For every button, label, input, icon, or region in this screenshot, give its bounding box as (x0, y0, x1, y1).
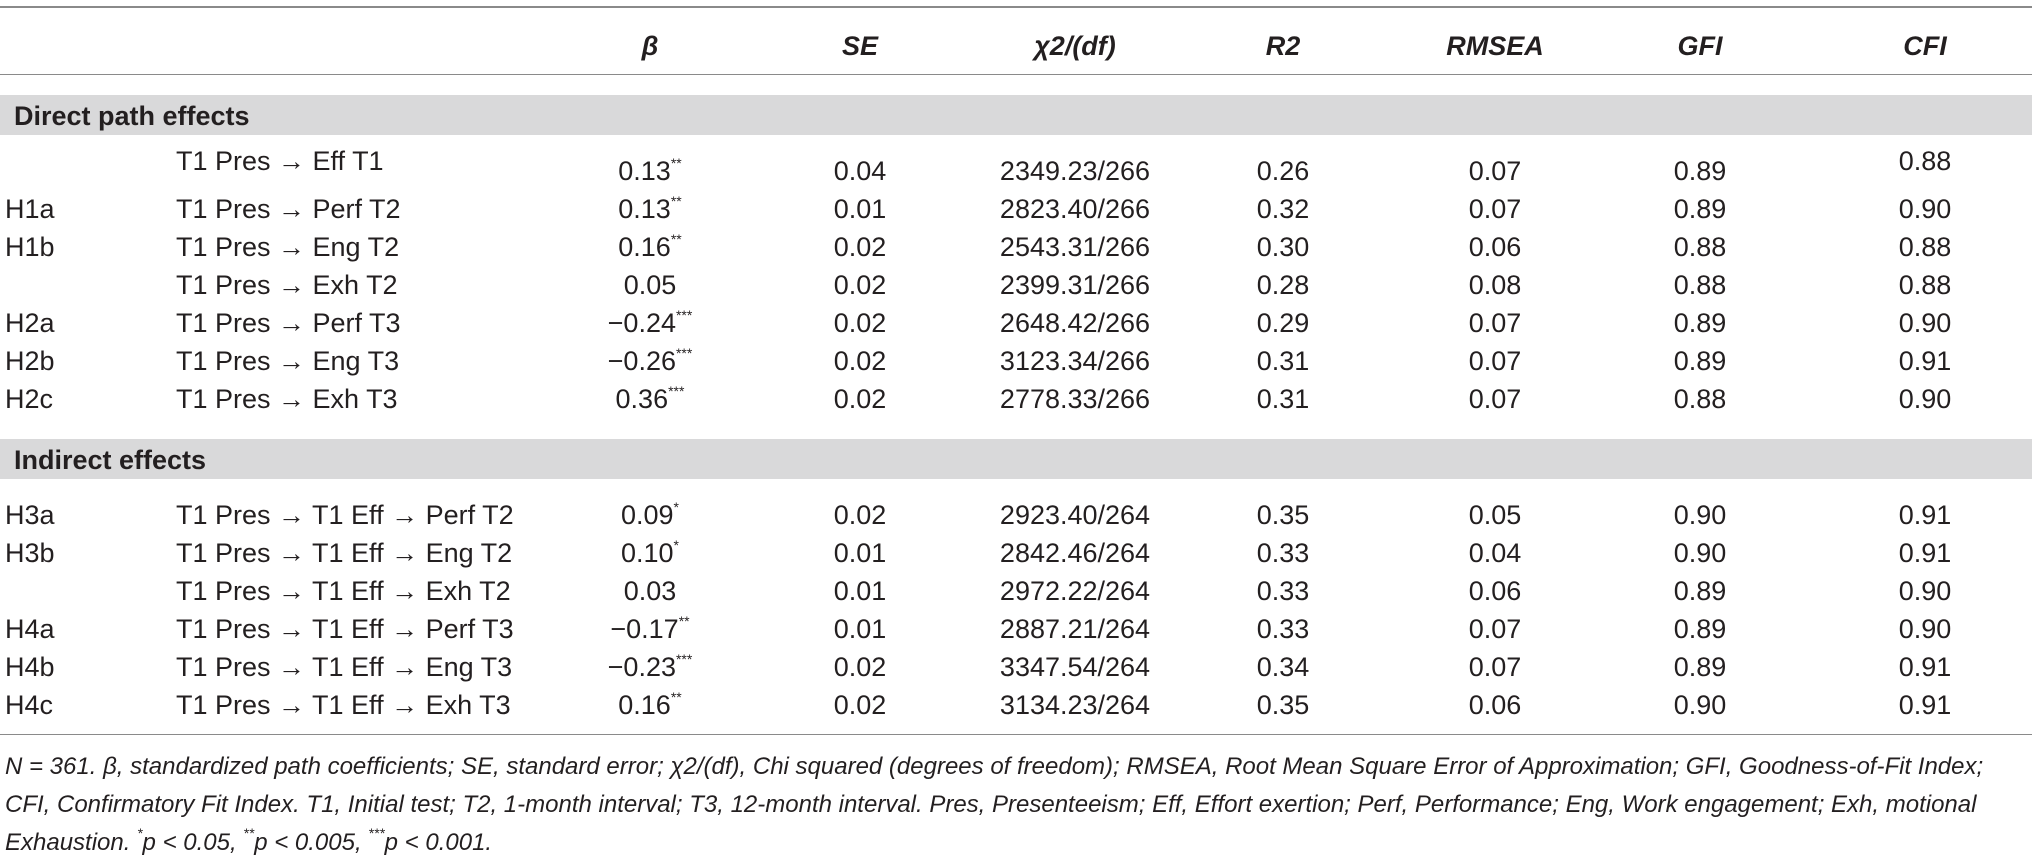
cell-se: 0.02 (833, 500, 887, 530)
cell-gfi: 0.88 (1673, 232, 1727, 262)
column-header-cfi: CFI (1903, 31, 1947, 61)
cell-chi-df: 3123.34/266 (999, 346, 1151, 376)
cell-chi-df: 3347.54/264 (999, 652, 1151, 682)
beta-value: 0.13 (618, 194, 671, 224)
hypothesis-label: H4a (5, 614, 55, 644)
cell-se: 0.02 (833, 232, 887, 262)
hypothesis-label: H1b (5, 232, 55, 262)
cell-chi-df: 2648.42/266 (999, 308, 1151, 338)
cell-chi-df: 2842.46/264 (999, 538, 1151, 568)
cell-se: 0.02 (833, 652, 887, 682)
column-header-se: SE (841, 31, 879, 61)
path-label: T1 Pres → T1 Eff → Exh T2 (176, 576, 511, 606)
path-label: T1 Pres → Eng T2 (176, 232, 400, 262)
cell-se: 0.02 (833, 308, 887, 338)
beta-value: 0.05 (623, 270, 677, 300)
cell-beta (608, 651, 693, 683)
cell-r2: 0.33 (1256, 576, 1310, 606)
cell-rmsea: 0.07 (1468, 156, 1522, 186)
beta-value: −0.24 (607, 308, 676, 338)
beta-value: 0.36 (615, 384, 669, 414)
cell-rmsea: 0.07 (1468, 308, 1522, 338)
significance-mark: ** (670, 193, 682, 209)
table-footnote (5, 748, 2020, 862)
cell-gfi: 0.89 (1673, 346, 1727, 376)
beta-value: 0.13 (618, 156, 671, 186)
path-label: T1 Pres → Exh T3 (176, 384, 398, 414)
cell-cfi: 0.91 (1898, 690, 1952, 720)
beta-value: −0.26 (607, 346, 676, 376)
column-header-rmsea: RMSEA (1446, 31, 1544, 61)
cell-gfi: 0.88 (1673, 384, 1727, 414)
cell-chi-df: 2972.22/264 (999, 576, 1151, 606)
footnote-sig3-mark: *** (368, 825, 385, 841)
path-label: T1 Pres → T1 Eff → Eng T2 (176, 538, 513, 568)
significance-mark: * (673, 499, 680, 515)
footnote-sig1-text: p < 0.05, (142, 829, 244, 856)
cell-cfi: 0.90 (1898, 384, 1952, 414)
cell-gfi: 0.89 (1673, 308, 1727, 338)
cell-chi-df: 2823.40/266 (999, 194, 1151, 224)
cell-r2: 0.33 (1256, 538, 1310, 568)
beta-value: 0.03 (623, 576, 677, 606)
hypothesis-label: H1a (5, 194, 55, 224)
cell-chi-df: 2543.31/266 (999, 232, 1151, 262)
hypothesis-label: H4b (5, 652, 55, 682)
cell-cfi: 0.88 (1898, 270, 1952, 300)
cell-gfi: 0.90 (1673, 690, 1727, 720)
cell-gfi: 0.88 (1673, 270, 1727, 300)
cell-cfi: 0.88 (1898, 232, 1952, 262)
cell-r2: 0.35 (1256, 500, 1310, 530)
cell-beta (618, 689, 681, 721)
header-rule (0, 74, 2032, 75)
hypothesis-label: H2b (5, 346, 55, 376)
cell-gfi: 0.89 (1673, 614, 1727, 644)
cell-se: 0.01 (833, 614, 887, 644)
cell-r2: 0.34 (1256, 652, 1310, 682)
significance-mark: *** (668, 383, 685, 399)
cell-cfi: 0.90 (1898, 194, 1952, 224)
path-label: T1 Pres → T1 Eff → Eng T3 (176, 652, 513, 682)
cell-rmsea: 0.04 (1468, 538, 1522, 568)
significance-mark: ** (670, 155, 682, 171)
hypothesis-label: H2c (5, 384, 54, 414)
cell-r2: 0.26 (1256, 156, 1310, 186)
footnote-sig2-text: p < 0.005, (254, 829, 369, 856)
footnote-sig2-mark: ** (243, 825, 255, 841)
cell-rmsea: 0.07 (1468, 652, 1522, 682)
cell-r2: 0.33 (1256, 614, 1310, 644)
path-label: T1 Pres → Eff T1 (176, 146, 384, 176)
beta-value: 0.10 (620, 538, 674, 568)
cell-se: 0.01 (833, 538, 887, 568)
cell-chi-df: 2778.33/266 (999, 384, 1151, 414)
cell-cfi: 0.90 (1898, 576, 1952, 606)
section-title: Indirect effects (14, 445, 207, 475)
cell-rmsea: 0.06 (1468, 690, 1522, 720)
hypothesis-label: H3a (5, 500, 55, 530)
cell-se: 0.04 (833, 156, 887, 186)
cell-beta (618, 193, 681, 225)
significance-mark: *** (675, 345, 693, 361)
cell-rmsea: 0.07 (1468, 346, 1522, 376)
cell-gfi: 0.90 (1673, 500, 1727, 530)
cell-se: 0.01 (833, 194, 887, 224)
cell-cfi: 0.88 (1898, 146, 1952, 176)
column-header-beta: β (641, 31, 659, 61)
cell-r2: 0.31 (1256, 384, 1310, 414)
cell-chi-df: 2349.23/266 (999, 156, 1151, 186)
path-label: T1 Pres → Exh T2 (176, 270, 398, 300)
column-header-r2: R2 (1265, 31, 1301, 61)
cell-se: 0.01 (833, 576, 887, 606)
cell-beta (618, 155, 681, 187)
table-top-rule (0, 6, 2032, 8)
cell-rmsea: 0.08 (1468, 270, 1522, 300)
beta-value: −0.17 (610, 614, 679, 644)
cell-r2: 0.35 (1256, 690, 1310, 720)
cell-cfi: 0.91 (1898, 652, 1952, 682)
cell-beta (621, 499, 679, 531)
cell-beta (618, 231, 681, 263)
cell-chi-df: 2923.40/264 (999, 500, 1151, 530)
table-bottom-rule (0, 734, 2032, 735)
cell-beta (624, 575, 677, 607)
cell-beta (608, 345, 693, 377)
significance-mark: ** (678, 613, 690, 629)
cell-se: 0.02 (833, 384, 887, 414)
cell-se: 0.02 (833, 346, 887, 376)
significance-mark: *** (675, 307, 693, 323)
footnote-sig3-text: p < 0.001. (384, 829, 493, 856)
beta-value: −0.23 (607, 652, 676, 682)
cell-beta (608, 307, 693, 339)
cell-se: 0.02 (833, 690, 887, 720)
cell-chi-df: 3134.23/264 (999, 690, 1151, 720)
cell-beta (624, 269, 677, 301)
cell-cfi: 0.90 (1898, 614, 1952, 644)
cell-chi-df: 2887.21/264 (999, 614, 1151, 644)
cell-cfi: 0.91 (1898, 346, 1952, 376)
cell-r2: 0.28 (1256, 270, 1310, 300)
significance-mark: * (673, 537, 680, 553)
section-band (0, 439, 2032, 479)
cell-beta (616, 383, 685, 415)
path-label: T1 Pres → T1 Eff → Perf T2 (176, 500, 514, 530)
footnote-main: N = 361. β, standardized path coefficients; SE, standard error; χ2/(df), Chi squared (degrees of freedom); RMSEA, Root Mean Square Error of Approximation; GFI, Goodness-of-Fit Index; CFI, Confirmatory Fit Index. T1, Initial test; T2, 1-month interval; T3, 12-month interval. Pres, Presenteeism; Eff, Effort exertion; Perf, Performance; Eng, Work engagement; Exh, motional Exhaustion. (5, 753, 1984, 856)
cell-gfi: 0.89 (1673, 194, 1727, 224)
column-header-chi-df: χ2/(df) (1034, 31, 1116, 61)
cell-r2: 0.29 (1256, 308, 1310, 338)
cell-r2: 0.32 (1256, 194, 1310, 224)
section-title: Direct path effects (14, 101, 250, 131)
cell-r2: 0.30 (1256, 232, 1310, 262)
cell-beta (621, 537, 679, 569)
beta-value: 0.16 (618, 690, 671, 720)
significance-mark: ** (670, 689, 682, 705)
cell-cfi: 0.91 (1898, 500, 1952, 530)
cell-gfi: 0.90 (1673, 538, 1727, 568)
beta-value: 0.16 (618, 232, 671, 262)
cell-beta (610, 613, 689, 645)
cell-r2: 0.31 (1256, 346, 1310, 376)
column-header-gfi: GFI (1677, 31, 1723, 61)
beta-value: 0.09 (620, 500, 674, 530)
cell-rmsea: 0.07 (1468, 384, 1522, 414)
path-label: T1 Pres → Eng T3 (176, 346, 400, 376)
significance-mark: ** (670, 231, 682, 247)
path-label: T1 Pres → T1 Eff → Exh T3 (176, 690, 511, 720)
cell-rmsea: 0.07 (1468, 194, 1522, 224)
hypothesis-label: H4c (5, 690, 54, 720)
path-label: T1 Pres → T1 Eff → Perf T3 (176, 614, 514, 644)
cell-gfi: 0.89 (1673, 156, 1727, 186)
footnote-sig1-mark: * (137, 825, 143, 841)
path-label: T1 Pres → Perf T2 (176, 194, 401, 224)
cell-rmsea: 0.06 (1468, 576, 1522, 606)
cell-gfi: 0.89 (1673, 576, 1727, 606)
cell-cfi: 0.91 (1898, 538, 1952, 568)
section-band (0, 95, 2032, 135)
hypothesis-label: H2a (5, 308, 55, 338)
cell-rmsea: 0.05 (1468, 500, 1522, 530)
cell-rmsea: 0.07 (1468, 614, 1522, 644)
significance-mark: *** (675, 651, 693, 667)
path-label: T1 Pres → Perf T3 (176, 308, 401, 338)
cell-gfi: 0.89 (1673, 652, 1727, 682)
cell-chi-df: 2399.31/266 (999, 270, 1151, 300)
cell-se: 0.02 (833, 270, 887, 300)
hypothesis-label: H3b (5, 538, 55, 568)
cell-cfi: 0.90 (1898, 308, 1952, 338)
cell-rmsea: 0.06 (1468, 232, 1522, 262)
